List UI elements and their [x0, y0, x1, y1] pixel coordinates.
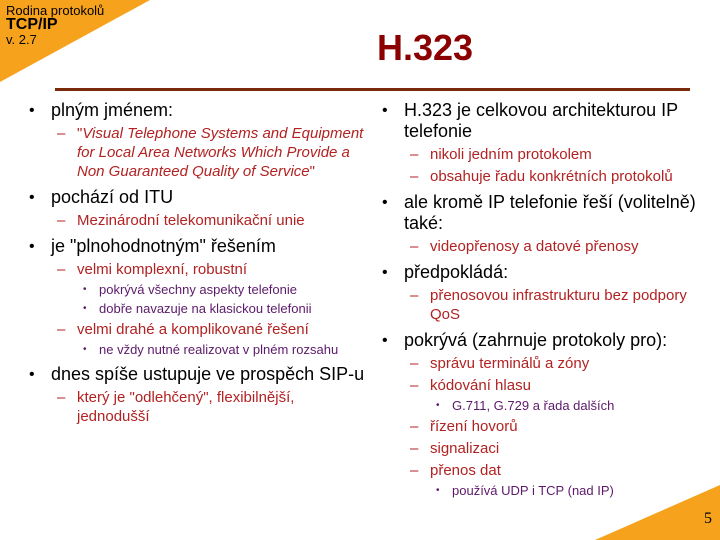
sub-bullet-text: obsahuje řadu konkrétních protokolů	[430, 168, 673, 185]
bullet-text: plným jménem:	[51, 100, 174, 120]
right-column	[378, 100, 713, 505]
bullet-architecture	[378, 100, 713, 186]
sub-bullet	[404, 286, 713, 324]
sub-bullet-text: signalizaci	[430, 440, 500, 457]
dot-marker: •	[436, 485, 440, 496]
bullet-marker: •	[29, 238, 35, 255]
sub-bullet	[404, 461, 713, 499]
bullet-marker: •	[29, 366, 35, 383]
bullet-marker: •	[382, 264, 388, 281]
sub-bullet	[404, 439, 713, 458]
sub-bullet	[404, 145, 713, 164]
sub-bullet-text: který je "odlehčený", flexibilnější, jednodušší	[77, 389, 295, 425]
sub-bullet-text: přenos dat	[430, 462, 501, 479]
bullet-also-solves	[378, 192, 713, 256]
page-number: 5	[704, 510, 712, 527]
bullet-decline	[25, 364, 370, 426]
sub-bullet	[51, 260, 370, 317]
dash-marker: –	[57, 321, 66, 338]
brand-series: Rodina protokolů	[6, 3, 105, 18]
sub-bullet-text: řízení hovorů	[430, 418, 518, 435]
bullet-text: pokrývá (zahrnuje protokoly pro):	[404, 330, 668, 350]
sub-sub-bullet-text: pokrývá všechny aspekty telefonie	[99, 282, 297, 297]
sub-bullet-text: nikoli jedním protokolem	[430, 146, 592, 163]
quote-close: "	[309, 163, 315, 180]
sub-bullet	[51, 320, 370, 358]
bullet-full-featured	[25, 236, 370, 358]
dash-marker: –	[57, 212, 66, 229]
left-column	[25, 100, 370, 432]
sub-sub-bullet	[77, 300, 370, 317]
bullet-text: dnes spíše ustupuje ve prospěch SIP-u	[51, 364, 365, 384]
dash-marker: –	[410, 146, 419, 163]
bullet-marker: •	[382, 102, 388, 119]
bullet-text: předpokládá:	[404, 262, 509, 282]
sub-sub-bullet-text: dobře navazuje na klasickou telefonii	[99, 301, 312, 316]
sub-sub-bullet	[430, 482, 713, 499]
sub-bullet-text: kódování hlasu	[430, 377, 531, 394]
sub-bullet	[51, 388, 370, 426]
bullet-origin	[25, 187, 370, 230]
bullet-marker: •	[29, 102, 35, 119]
dash-marker: –	[410, 377, 419, 394]
sub-bullet	[404, 417, 713, 436]
quote-open: "	[77, 125, 83, 142]
sub-sub-bullet-text: G.711, G.729 a řada dalších	[452, 398, 615, 413]
dot-marker: •	[83, 303, 87, 314]
bullet-marker: •	[29, 189, 35, 206]
sub-bullet	[404, 237, 713, 256]
bullet-marker: •	[382, 332, 388, 349]
bullet-marker: •	[382, 194, 388, 211]
sub-bullet	[404, 354, 713, 373]
dash-marker: –	[410, 238, 419, 255]
sub-sub-bullet-text: používá UDP i TCP (nad IP)	[452, 483, 614, 498]
sub-bullet-text: Mezinárodní telekomunikační unie	[77, 212, 305, 229]
dash-marker: –	[410, 440, 419, 457]
bullet-full-name	[25, 100, 370, 181]
dot-marker: •	[83, 344, 87, 355]
dash-marker: –	[410, 287, 419, 304]
sub-bullet-text: videopřenosy a datové přenosy	[430, 238, 639, 255]
title-underline	[55, 88, 690, 91]
sub-bullet	[51, 124, 370, 181]
brand-version: v. 2.7	[6, 32, 37, 47]
sub-sub-bullet	[77, 341, 370, 358]
dash-marker: –	[410, 418, 419, 435]
sub-bullet-text: velmi drahé a komplikované řešení	[77, 321, 309, 338]
slide-title: H.323	[376, 27, 474, 68]
sub-bullet	[404, 376, 713, 414]
bullet-text: ale kromě IP telefonie řeší (volitelně) také:	[404, 192, 696, 233]
dot-marker: •	[436, 400, 440, 411]
brand-title: TCP/IP	[6, 16, 58, 33]
bullet-text: pochází od ITU	[51, 187, 174, 207]
bullet-text: je "plnohodnotným" řešením	[51, 236, 276, 256]
sub-sub-bullet	[430, 397, 713, 414]
bullet-assumes	[378, 262, 713, 324]
sub-sub-bullet-text: ne vždy nutné realizovat v plném rozsahu	[99, 342, 339, 357]
sub-bullet-text: správu terminálů a zóny	[430, 355, 590, 372]
dash-marker: –	[57, 389, 66, 406]
dot-marker: •	[83, 284, 87, 295]
dash-marker: –	[410, 462, 419, 479]
sub-bullet-text: přenosovou infrastrukturu bez podpory QoS	[430, 287, 687, 323]
sub-bullet-text: velmi komplexní, robustní	[77, 261, 248, 278]
full-name-text: Visual Telephone Systems and Equipment for Local Area Networks Which Provide a Non Guaranteed Quality of Service	[77, 125, 364, 180]
sub-bullet	[404, 167, 713, 186]
bullet-text: H.323 je celkovou architekturou IP telefonie	[404, 100, 678, 141]
bullet-covers	[378, 330, 713, 499]
sub-bullet	[51, 211, 370, 230]
sub-sub-bullet	[77, 281, 370, 298]
dash-marker: –	[57, 125, 66, 142]
dash-marker: –	[410, 355, 419, 372]
dash-marker: –	[57, 261, 66, 278]
dash-marker: –	[410, 168, 419, 185]
